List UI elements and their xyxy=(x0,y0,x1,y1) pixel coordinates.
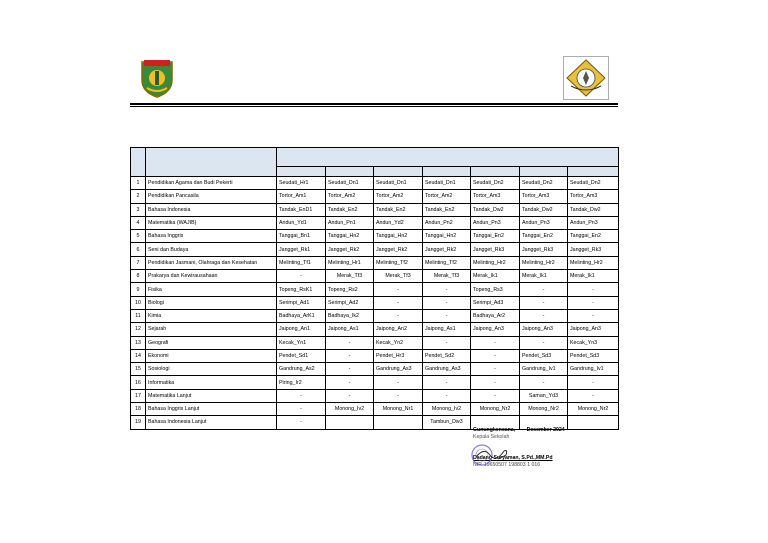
schedule-cell: Monong_Nr2 xyxy=(520,403,568,416)
schedule-cell: Monong_Nr1 xyxy=(374,403,423,416)
subject-name: Informatika xyxy=(146,376,277,389)
schedule-cell: - xyxy=(374,296,423,309)
row-number: 2 xyxy=(131,190,146,203)
schedule-cell: - xyxy=(326,389,374,402)
schedule-cell: Seudati_Dn1 xyxy=(326,177,374,190)
province-crest-logo xyxy=(138,58,176,98)
schedule-cell: Monong_Iv2 xyxy=(326,403,374,416)
schedule-cell: Pendet_Sd3 xyxy=(520,349,568,362)
schedule-cell: Melinting_Hr2 xyxy=(568,256,619,269)
subject-name: Sosiologi xyxy=(146,363,277,376)
table-row xyxy=(131,323,619,336)
schedule-cell: Topeng_Rs3 xyxy=(471,283,520,296)
schedule-cell: Melinting_Tf1 xyxy=(277,256,326,269)
subject-name: Bahasa Indonesia xyxy=(146,203,277,216)
row-number: 1 xyxy=(131,177,146,190)
schedule-cell: Badhaya_Ar2 xyxy=(471,309,520,322)
schedule-cell: Serimpi_Ad2 xyxy=(326,296,374,309)
schedule-cell: Monong_Nr2 xyxy=(568,403,619,416)
schedule-cell: - xyxy=(520,283,568,296)
schedule-cell: Tambun_Dw3 xyxy=(423,416,471,429)
schedule-cell: - xyxy=(520,336,568,349)
schedule-cell: Tanggai_Hn2 xyxy=(374,230,423,243)
subject-name: Fisika xyxy=(146,283,277,296)
subject-name: Biologi xyxy=(146,296,277,309)
schedule-cell: - xyxy=(277,403,326,416)
schedule-cell: Tanggai_En2 xyxy=(568,230,619,243)
schedule-cell: Tanggai_En2 xyxy=(520,230,568,243)
row-number: 6 xyxy=(131,243,146,256)
schedule-cell: Seudati_Dn1 xyxy=(374,177,423,190)
header-subject-cell xyxy=(146,148,277,177)
schedule-cell: - xyxy=(471,336,520,349)
schedule-cell: Tandak_Dw2 xyxy=(520,203,568,216)
header-class-cell xyxy=(520,167,568,177)
schedule-cell: Gandrung_As2 xyxy=(277,363,326,376)
schedule-cell: - xyxy=(520,309,568,322)
table-header-row xyxy=(131,148,619,167)
table-row xyxy=(131,283,619,296)
schedule-cell: Monong_Nr2 xyxy=(471,403,520,416)
schedule-cell: Pendet_Hr3 xyxy=(374,349,423,362)
table-row xyxy=(131,403,619,416)
schedule-cell: - xyxy=(277,416,326,429)
table-row xyxy=(131,270,619,283)
subject-name: Bahasa Inggris xyxy=(146,230,277,243)
schedule-cell: Gandrung_Iv1 xyxy=(520,363,568,376)
schedule-cell: Andun_Pn2 xyxy=(423,216,471,229)
subject-name: Ekonomi xyxy=(146,349,277,362)
schedule-cell: Tortor_Am1 xyxy=(277,190,326,203)
sign-name: Dadang Suryaman, S.Pd.,MM.Pd xyxy=(473,455,553,461)
table-row xyxy=(131,177,619,190)
table-row xyxy=(131,309,619,322)
schedule-cell: Tortor_Am2 xyxy=(374,190,423,203)
header-class-cell xyxy=(277,167,326,177)
subject-name: Pendidikan Pancasila xyxy=(146,190,277,203)
table-row xyxy=(131,296,619,309)
schedule-cell: - xyxy=(423,389,471,402)
subject-name: Sejarah xyxy=(146,323,277,336)
schedule-table xyxy=(130,147,619,430)
table-row xyxy=(131,190,619,203)
schedule-cell: Jaipong_As1 xyxy=(326,323,374,336)
schedule-cell: Seudati_Dn2 xyxy=(520,177,568,190)
schedule-cell: Tanggai_Bn1 xyxy=(277,230,326,243)
schedule-cell: Pendet_Sd3 xyxy=(568,349,619,362)
schedule-cell: Pendet_Sd2 xyxy=(423,349,471,362)
schedule-cell: - xyxy=(471,363,520,376)
row-number: 17 xyxy=(131,389,146,402)
schedule-cell: Gandrung_Iv1 xyxy=(568,363,619,376)
schedule-cell: Tortor_Am2 xyxy=(423,190,471,203)
schedule-cell: - xyxy=(423,296,471,309)
row-number: 12 xyxy=(131,323,146,336)
header-class-cell xyxy=(568,167,619,177)
header-class-cell xyxy=(326,167,374,177)
sign-role: Kepala Sekolah xyxy=(473,434,510,440)
schedule-cell: - xyxy=(374,309,423,322)
schedule-cell: Jaipong_An1 xyxy=(277,323,326,336)
schedule-cell: Andun_Pn1 xyxy=(326,216,374,229)
row-number: 8 xyxy=(131,270,146,283)
schedule-cell: Tanggai_Hn2 xyxy=(326,230,374,243)
schedule-cell: Merak_Tf3 xyxy=(374,270,423,283)
schedule-cell: Melinting_Hr1 xyxy=(326,256,374,269)
row-number: 10 xyxy=(131,296,146,309)
schedule-cell: Saman_Yd3 xyxy=(520,389,568,402)
schedule-cell: - xyxy=(326,376,374,389)
schedule-cell: Jangget_Rk1 xyxy=(277,243,326,256)
schedule-cell: Badhaya_ArK1 xyxy=(277,309,326,322)
schedule-cell: Merak_Tf3 xyxy=(326,270,374,283)
subject-name: Prakarya dan Kewirausahaan xyxy=(146,270,277,283)
schedule-cell: Andun_Pn3 xyxy=(568,216,619,229)
subject-name: Geografi xyxy=(146,336,277,349)
table-row xyxy=(131,389,619,402)
schedule-cell: - xyxy=(374,283,423,296)
header-rule-thick xyxy=(130,103,618,105)
table-row xyxy=(131,376,619,389)
header-group-cell xyxy=(277,148,619,167)
schedule-cell: - xyxy=(277,270,326,283)
schedule-cell: - xyxy=(423,376,471,389)
schedule-cell xyxy=(374,416,423,429)
schedule-cell: Andun_Pn3 xyxy=(471,216,520,229)
header-rule-thin xyxy=(130,106,618,107)
schedule-cell: - xyxy=(520,376,568,389)
table-row xyxy=(131,203,619,216)
schedule-cell: Melinting_Hr2 xyxy=(520,256,568,269)
schedule-cell: Piring_Ir2 xyxy=(277,376,326,389)
schedule-cell: Gandrung_As3 xyxy=(374,363,423,376)
table-row xyxy=(131,363,619,376)
schedule-cell: Jaipong_An3 xyxy=(471,323,520,336)
table-row xyxy=(131,256,619,269)
subject-name: Bahasa Indonesia Lanjut xyxy=(146,416,277,429)
schedule-cell: - xyxy=(471,376,520,389)
signature-stamp xyxy=(470,443,512,467)
schedule-cell: Andun_Yd1 xyxy=(277,216,326,229)
schedule-cell: Tanggai_Hn2 xyxy=(423,230,471,243)
schedule-cell: - xyxy=(374,376,423,389)
schedule-cell: Jangget_Rk2 xyxy=(374,243,423,256)
schedule-cell: Kecak_Yn1 xyxy=(277,336,326,349)
school-emblem-logo xyxy=(563,56,609,100)
row-number: 14 xyxy=(131,349,146,362)
row-number: 5 xyxy=(131,230,146,243)
schedule-cell: Tandak_En2 xyxy=(374,203,423,216)
schedule-cell: Kecak_Yn2 xyxy=(374,336,423,349)
schedule-cell: - xyxy=(277,389,326,402)
schedule-cell: Merak_Ik1 xyxy=(568,270,619,283)
sign-nip: NIP. 19650507 198803 1 016 xyxy=(473,462,541,468)
schedule-cell: Jangget_Rk3 xyxy=(471,243,520,256)
schedule-cell: Topeng_Rs2 xyxy=(326,283,374,296)
schedule-cell: - xyxy=(326,349,374,362)
schedule-cell: Jaipong_An2 xyxy=(374,323,423,336)
schedule-cell: Melinting_Tf2 xyxy=(423,256,471,269)
schedule-cell: Melinting_Tf2 xyxy=(374,256,423,269)
schedule-cell: - xyxy=(471,349,520,362)
schedule-cell: - xyxy=(568,283,619,296)
subject-name: Seni dan Budaya xyxy=(146,243,277,256)
schedule-cell: Monong_Iv2 xyxy=(423,403,471,416)
sign-place: Gunungkencana, xyxy=(473,427,516,433)
schedule-cell xyxy=(326,416,374,429)
row-number: 4 xyxy=(131,216,146,229)
subject-name: Matematika Lanjut xyxy=(146,389,277,402)
subject-name: Kimia xyxy=(146,309,277,322)
table-row xyxy=(131,349,619,362)
schedule-cell: Merak_Ik1 xyxy=(520,270,568,283)
header-no-cell xyxy=(131,148,146,177)
schedule-cell: - xyxy=(423,309,471,322)
row-number: 16 xyxy=(131,376,146,389)
schedule-cell: - xyxy=(471,389,520,402)
schedule-cell: Gandrung_As3 xyxy=(423,363,471,376)
schedule-cell: Seudati_Dn2 xyxy=(471,177,520,190)
schedule-cell: Merak_Ik1 xyxy=(471,270,520,283)
row-number: 11 xyxy=(131,309,146,322)
schedule-cell: Topeng_RsK1 xyxy=(277,283,326,296)
schedule-cell: Tortor_Am2 xyxy=(326,190,374,203)
schedule-cell: Serimpi_Ad3 xyxy=(471,296,520,309)
table-row xyxy=(131,230,619,243)
header-class-cell xyxy=(471,167,520,177)
table-row xyxy=(131,336,619,349)
schedule-cell: Tanggai_En2 xyxy=(471,230,520,243)
schedule-cell: Tandak_En2 xyxy=(326,203,374,216)
schedule-cell: Serimpi_Ad1 xyxy=(277,296,326,309)
schedule-cell: - xyxy=(568,309,619,322)
row-number: 3 xyxy=(131,203,146,216)
schedule-cell: Jangget_Rk3 xyxy=(568,243,619,256)
schedule-cell: Jaipong_An3 xyxy=(568,323,619,336)
header-class-cell xyxy=(374,167,423,177)
subject-name: Pendidikan Agama dan Budi Pekerti xyxy=(146,177,277,190)
schedule-cell: Melinting_Hr2 xyxy=(471,256,520,269)
sign-date: Desember 2024 xyxy=(526,427,565,433)
header-class-cell xyxy=(423,167,471,177)
row-number: 9 xyxy=(131,283,146,296)
row-number: 15 xyxy=(131,363,146,376)
schedule-cell: Tortor_Am3 xyxy=(471,190,520,203)
schedule-cell: Tandak_EnD1 xyxy=(277,203,326,216)
schedule-cell: Jangget_Rk2 xyxy=(423,243,471,256)
row-number: 18 xyxy=(131,403,146,416)
schedule-cell: Andun_Pn3 xyxy=(520,216,568,229)
table-row xyxy=(131,216,619,229)
schedule-cell xyxy=(568,416,619,429)
schedule-cell: Tandak_Dw2 xyxy=(471,203,520,216)
table-row xyxy=(131,243,619,256)
schedule-cell: - xyxy=(374,389,423,402)
schedule-cell: Seudati_Dn2 xyxy=(568,177,619,190)
schedule-cell: - xyxy=(423,336,471,349)
schedule-cell: Seudati_Dn1 xyxy=(423,177,471,190)
row-number: 13 xyxy=(131,336,146,349)
schedule-cell: - xyxy=(520,296,568,309)
row-number: 19 xyxy=(131,416,146,429)
schedule-cell: Tortor_Am3 xyxy=(520,190,568,203)
row-number: 7 xyxy=(131,256,146,269)
subject-name: Matematika (WAJIB) xyxy=(146,216,277,229)
subject-name: Bahasa Inggris Lanjut xyxy=(146,403,277,416)
schedule-cell: Merak_Tf3 xyxy=(423,270,471,283)
schedule-cell: Andun_Yd2 xyxy=(374,216,423,229)
schedule-cell: Badhaya_Ik2 xyxy=(326,309,374,322)
schedule-cell: Tandak_Dw2 xyxy=(568,203,619,216)
schedule-cell: Jaipong_As1 xyxy=(423,323,471,336)
subject-name: Pendidikan Jasmani, Olahraga dan Kesehatan xyxy=(146,256,277,269)
schedule-cell: Tortor_Am3 xyxy=(568,190,619,203)
schedule-cell: Jangget_Rk3 xyxy=(520,243,568,256)
schedule-cell: Tandak_En2 xyxy=(423,203,471,216)
schedule-cell: Seudati_Hr1 xyxy=(277,177,326,190)
schedule-cell: - xyxy=(423,283,471,296)
schedule-cell: - xyxy=(568,376,619,389)
schedule-cell: - xyxy=(568,389,619,402)
schedule-cell: Jaipong_An3 xyxy=(520,323,568,336)
schedule-cell: Jangget_Rk2 xyxy=(326,243,374,256)
schedule-cell: Pendet_Sd1 xyxy=(277,349,326,362)
schedule-cell: Kecak_Yn3 xyxy=(568,336,619,349)
schedule-cell: - xyxy=(326,363,374,376)
schedule-cell: - xyxy=(326,336,374,349)
schedule-cell: - xyxy=(568,296,619,309)
